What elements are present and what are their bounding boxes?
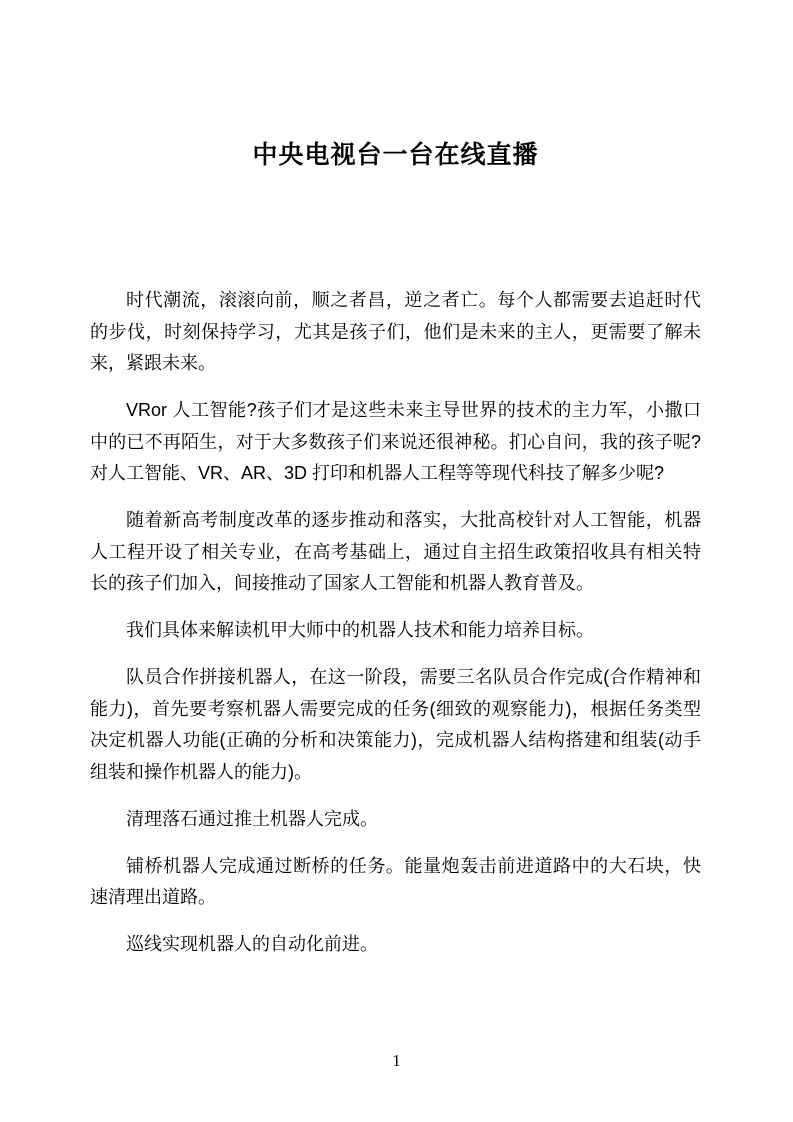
paragraph: 时代潮流，滚滚向前，顺之者昌，逆之者亡。每个人都需要去追赶时代的步伐，时刻保持学习，尤其是孩子们，他们是未来的主人，更需要了解未来，紧跟未来。: [90, 290, 701, 373]
paragraph: 随着新高考制度改革的逐步推动和落实，大批高校针对人工智能，机器人工程开设了相关专业，在高考基础上，通过自主招生政策招收具有相关特长的孩子们加入，间接推动了国家人工智能和机器人教育普及。: [90, 510, 701, 593]
paragraph: 我们具体来解读机甲大师中的机器人技术和能力培养目标。: [126, 620, 594, 640]
paragraph: 队员合作拼接机器人，在这一阶段，需要三名队员合作完成(合作精神和能力)，首先要考察机器人需要完成的任务(细致的观察能力)，根据任务类型决定机器人功能(正确的分析和决策能力)，完成机器人结构搭建和组装(动手组装和操作机器人的能力)。: [90, 667, 701, 782]
paragraph: VRor 人工智能?孩子们才是这些未来主导世界的技术的主力军，小撒口中的已不再陌生，对于大多数孩子们来说还很神秘。扪心自问，我的孩子呢?对人工智能、VR、AR、3D 打印和机器人工程等等现代科技了解多少呢?: [90, 400, 701, 483]
document-body: [90, 285, 701, 961]
page-number-footer: 1: [392, 1051, 401, 1070]
document-title: 中央电视台一台在线直播: [252, 141, 539, 169]
paragraph: 铺桥机器人完成通过断桥的任务。能量炮轰击前进道路中的大石块，快速清理出道路。: [90, 855, 701, 907]
paragraph: 清理落石通过推土机器人完成。: [126, 808, 378, 829]
paragraph: 巡线实现机器人的自动化前进。: [126, 934, 378, 954]
